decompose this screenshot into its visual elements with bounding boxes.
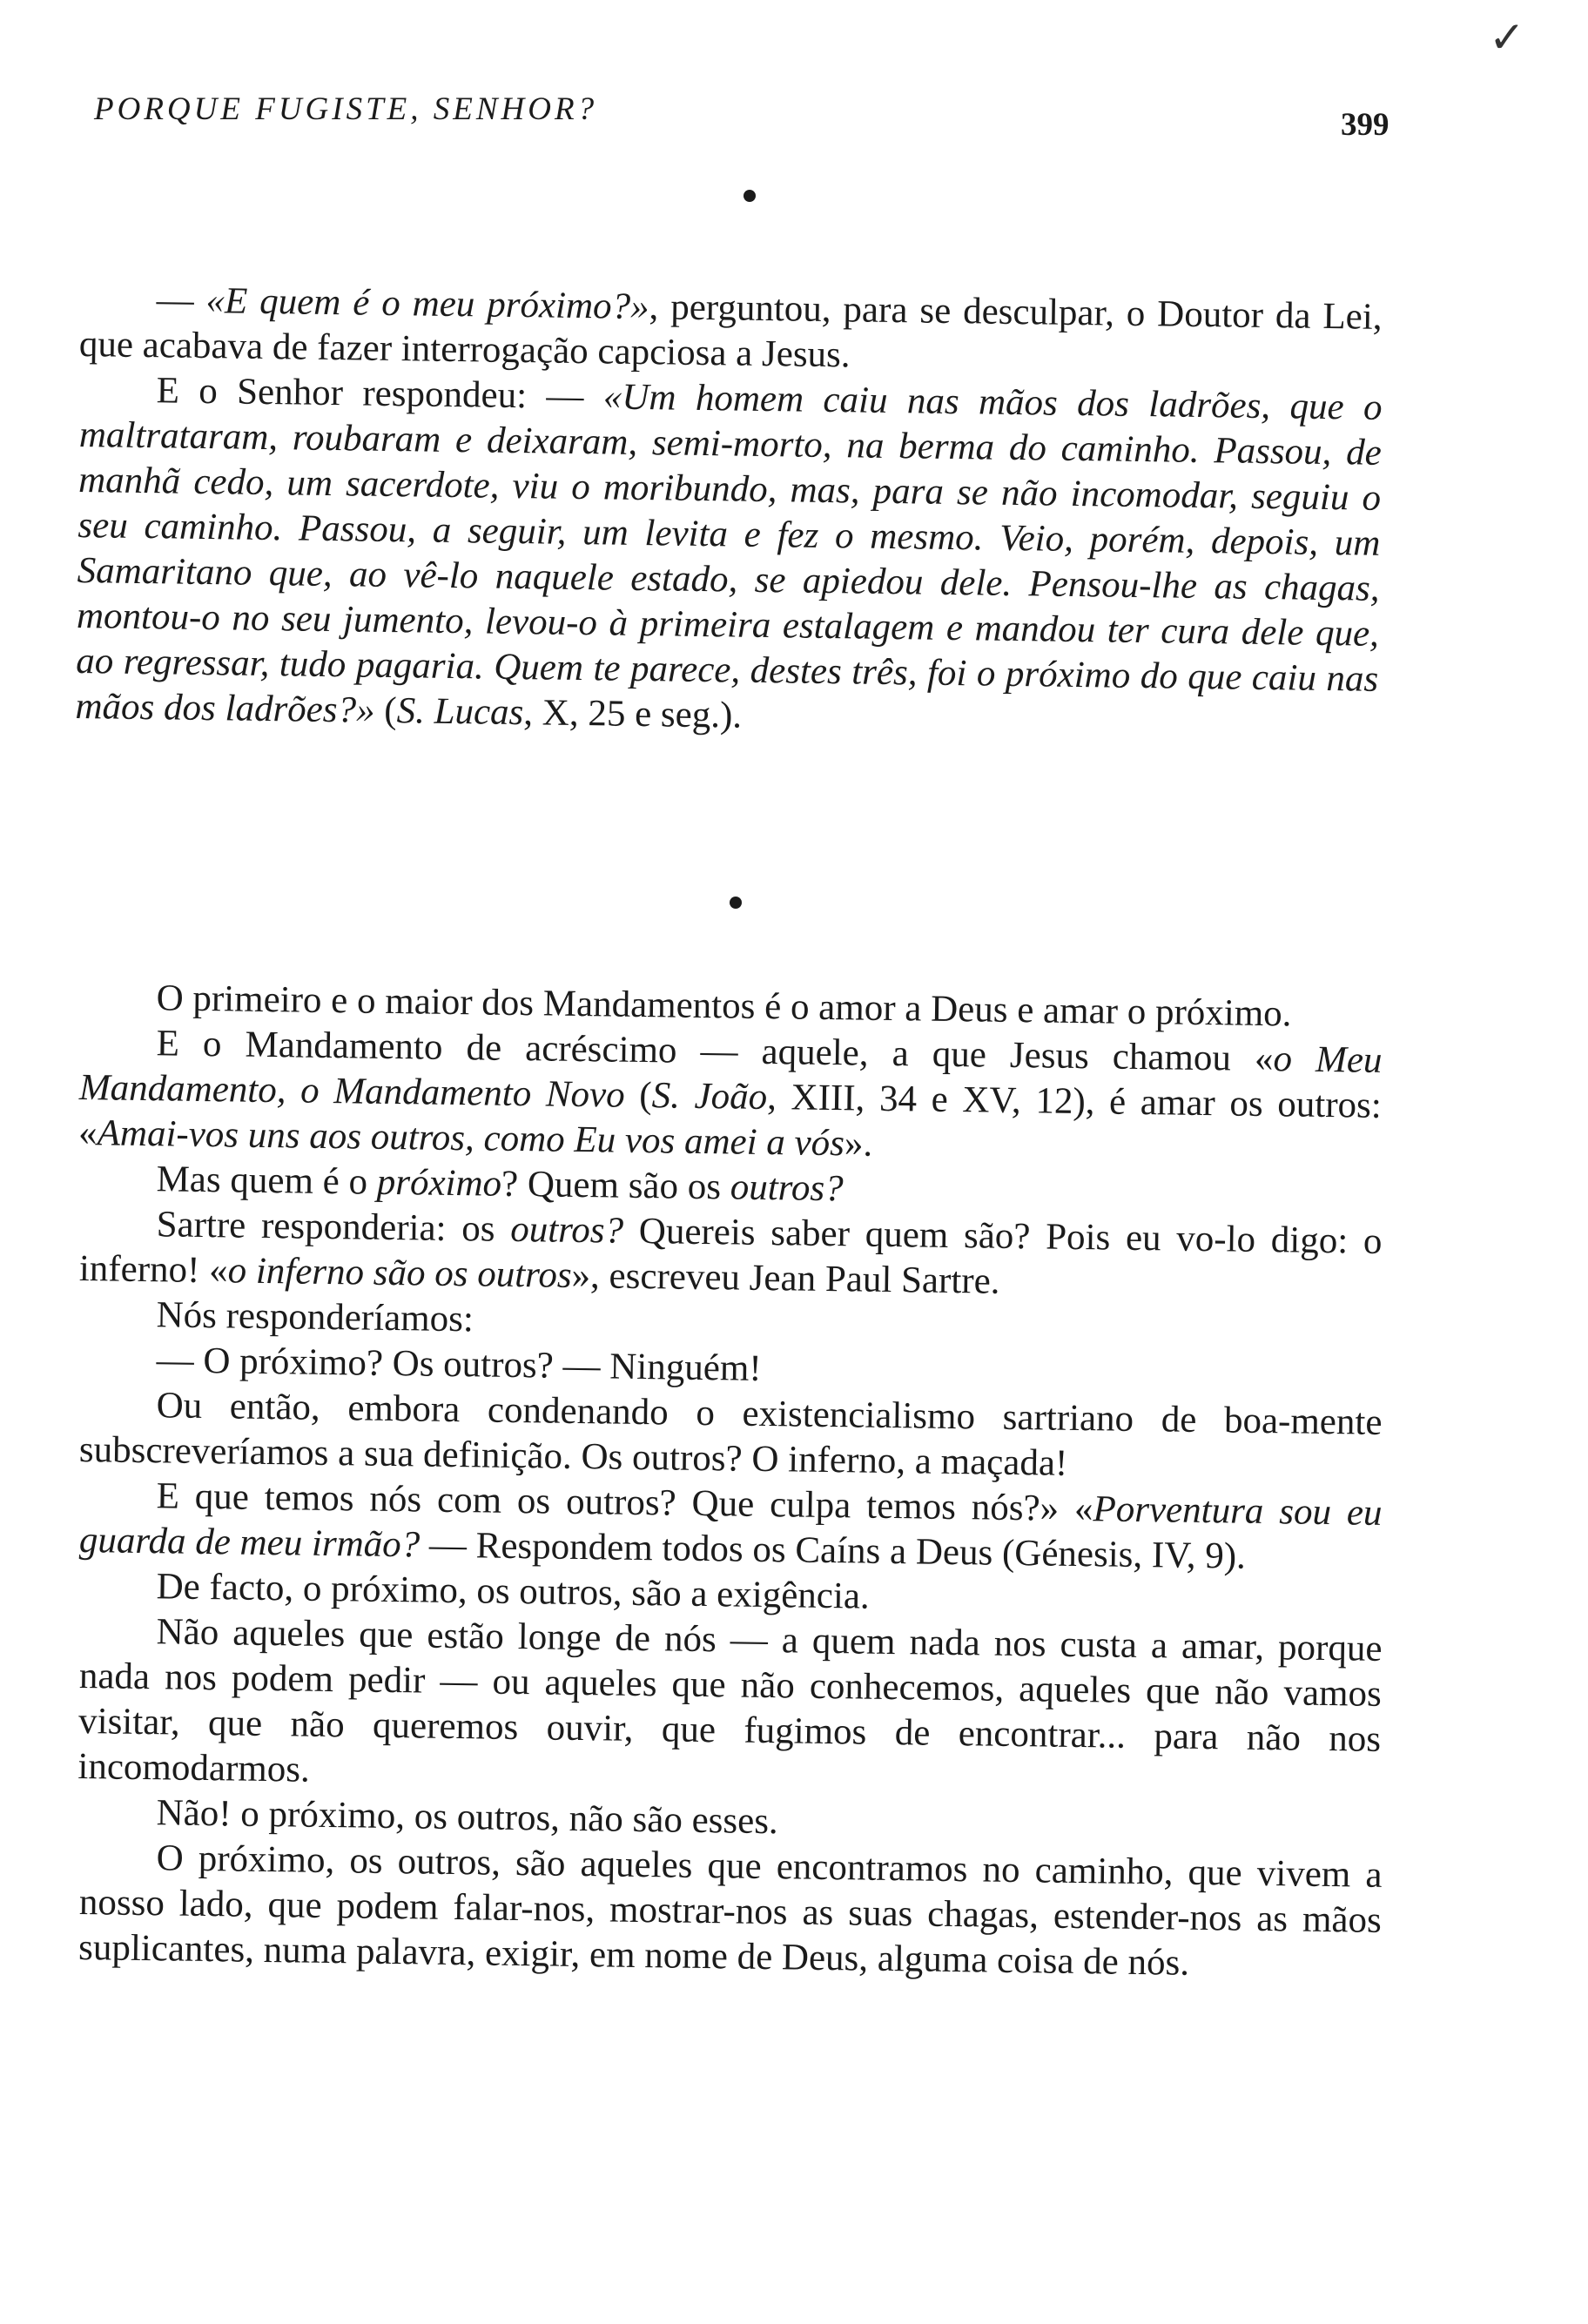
text-run: E o Mandamento de acréscimo — aquele, a que Jesus chamou « xyxy=(156,1023,1274,1080)
running-head: PORQUE FUGISTE, SENHOR? xyxy=(94,91,598,127)
margin-check-mark: ✓ xyxy=(1489,12,1525,63)
text-run: , X, 25 e seg.). xyxy=(523,692,743,736)
section-ornament-dot xyxy=(744,190,756,202)
section-commandments xyxy=(77,975,1383,1984)
text-run: Ou então, embora condenando o existencialismo sartriano de boa-mente subscreveríamos a sua definição. Os outros? O inferno, a maçada! xyxy=(78,1385,1383,1484)
italic-text-run: «E quem é o meu próximo?» xyxy=(205,280,649,328)
text-run: Sartre responderia: os xyxy=(156,1204,511,1250)
text-run: », escreveu Jean Paul Sartre. xyxy=(571,1254,1000,1302)
paragraph xyxy=(77,1609,1383,1808)
italic-text-run: o Meu Mandamento, o Mandamento Novo xyxy=(78,1038,1383,1116)
italic-text-run: Amai-vos uns aos outros, como Eu vos amei a vós xyxy=(97,1112,845,1165)
section-ornament-dot xyxy=(730,897,742,909)
text-run: ( xyxy=(374,689,397,732)
text-run: O primeiro e o maior dos Mandamentos é o amor a Deus e amar o próximo. xyxy=(156,977,1292,1035)
text-run: Não aqueles que estão longe de nós — a quem nada nos custa a amar, porque nada nos podem pedir — ou aqueles que não conhecemos, aqueles que não vamos visitar, que não queremos ouvir, que fugimos de encontrar... para não nos incomodarmos. xyxy=(77,1611,1383,1790)
text-run: ». xyxy=(844,1123,873,1165)
text-run: O próximo, os outros, são aqueles que encontramos no caminho, que vivem a nosso lado, que podem falar-nos, mostrar-nos as suas chagas, estender-nos as mãos suplicantes, numa palavra, exigir, em nome de Deus, alguma coisa de nós. xyxy=(77,1837,1383,1984)
italic-text-run: S. João xyxy=(651,1075,768,1118)
text-run: Quereis saber quem são? Pois eu vo-lo digo: o inferno! « xyxy=(78,1210,1383,1292)
text-run: — Respondem todos os Caíns a Deus (Génesis, IV, 9). xyxy=(419,1524,1247,1577)
text-run: E que temos nós com os outros? Que culpa temos nós?» « xyxy=(156,1475,1093,1530)
italic-text-run: próximo xyxy=(376,1161,502,1205)
text-run: Nós responderíamos: xyxy=(156,1294,474,1340)
italic-text-run: o inferno são os outros xyxy=(227,1250,572,1296)
text-run: Mas quem é o xyxy=(156,1159,378,1203)
text-run: , XIII, 34 e XV, 12), é amar os outros: « xyxy=(77,1077,1383,1154)
text-run: — xyxy=(156,279,206,322)
italic-text-run: S. Lucas xyxy=(396,690,524,734)
text-run: , perguntou, para se desculpar, o Doutor da Lei, que acabava de fazer interrogação capciosa a Jesus. xyxy=(78,286,1383,376)
italic-text-run: outros? xyxy=(730,1166,844,1210)
text-run: Não! o próximo, os outros, não são esses. xyxy=(156,1792,779,1843)
italic-text-run: outros? xyxy=(509,1208,624,1252)
text-run: E o Senhor respondeu: — xyxy=(156,370,604,418)
page-number: 399 xyxy=(1341,107,1390,143)
text-run: ? Quem são os xyxy=(501,1163,731,1208)
italic-text-run: Porventura sou eu guarda de meu irmão? xyxy=(78,1488,1383,1566)
paragraph xyxy=(78,1020,1383,1174)
italic-text-run: «Um homem caiu nas mãos dos ladrões, que o maltrataram, roubaram e deixaram, semi-morto, na berma do caminho. Passou, de manhã cedo, um sacerdote, viu o moribundo, mas, para se não incomodar, seguiu o seu caminho. Passou, a seguir, um levita e fez o mesmo. Veio, porém, depois, um Samaritano que, ao vê-lo naquele estado, se apiedou dele. Pensou-lhe as chagas, montou-o no seu jumento, levou-o à primeira estalagem e mandou ter cura dele que, ao regressar, tudo pagaria. Quem te parece, destes três, foi o próximo do que caiu nas mãos dos ladrões?» xyxy=(75,376,1383,731)
section-parable xyxy=(75,277,1383,736)
paragraph xyxy=(78,1835,1383,1989)
text-run: — O próximo? Os outros? — Ninguém! xyxy=(156,1340,762,1389)
text-run: ( xyxy=(624,1074,653,1117)
text-run: De facto, o próximo, os outros, são a exigência. xyxy=(156,1566,871,1617)
paragraph xyxy=(75,367,1383,748)
